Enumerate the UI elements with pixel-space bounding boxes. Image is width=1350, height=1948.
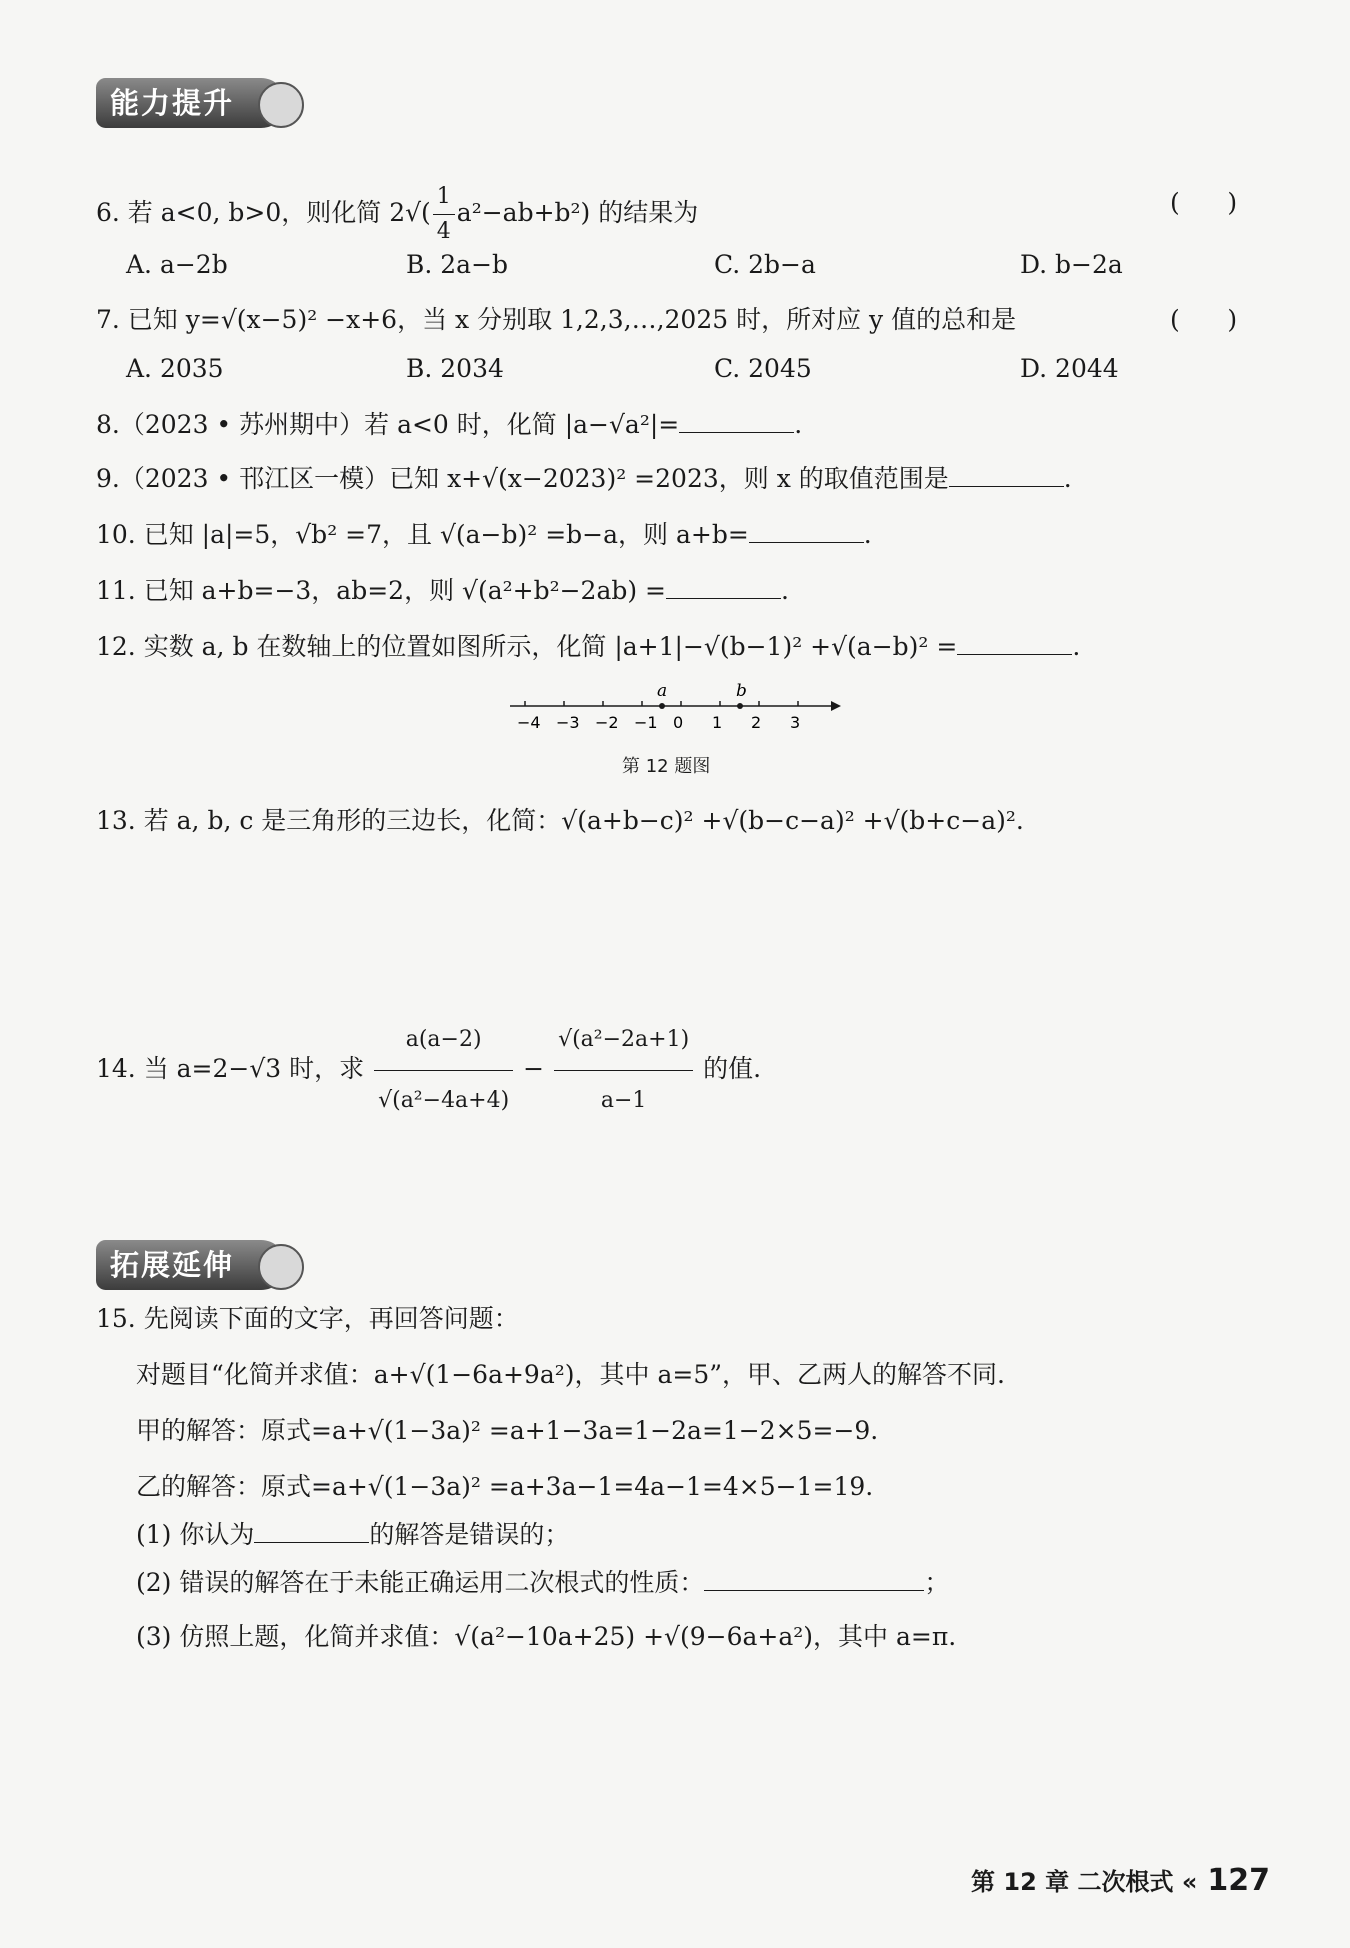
q15-p1-b: 的解答是错误的；	[369, 1520, 570, 1549]
point-b-label: b	[736, 681, 747, 701]
page-number: 127	[1207, 1863, 1270, 1898]
q12-end: .	[1072, 632, 1081, 661]
q7-option-d: D. 2044	[1020, 354, 1119, 383]
q10-answer-blank[interactable]	[749, 518, 864, 543]
question-11	[96, 574, 789, 608]
banner-lightbulb-icon	[258, 1244, 304, 1290]
tick-label: 3	[790, 713, 801, 732]
question-15-title: 15. 先阅读下面的文字，再回答问题：	[96, 1304, 519, 1333]
question-13: 13. 若 a, b, c 是三角形的三边长，化简：√(a+b−c)² +√(b−c−a)² +√(b+c−a)².	[96, 806, 1024, 835]
q14-fraction-1	[374, 1010, 513, 1131]
q6-option-b: B. 2a−b	[406, 250, 509, 279]
question-14	[96, 1010, 761, 1131]
q14-suffix: 的值.	[703, 1054, 762, 1083]
q15-p2-end: ；	[924, 1568, 950, 1597]
q6-option-c: C. 2b−a	[714, 250, 816, 279]
q7-option-c: C. 2045	[714, 354, 812, 383]
q6-option-a: A. a−2b	[126, 250, 228, 279]
q9-text: 9.（2023 • 邗江区一模）已知 x+√(x−2023)² =2023，则 x 的取值范围是	[96, 464, 949, 493]
section-title: 能力提升	[110, 86, 235, 120]
q14-minus: −	[523, 1054, 545, 1083]
q14-fraction-2	[554, 1010, 693, 1131]
banner-decoration-icon	[258, 82, 304, 128]
q14-prefix: 14. 当 a=2−√3 时，求	[96, 1054, 365, 1083]
q6-option-d: D. b−2a	[1020, 250, 1123, 279]
q9-end: .	[1063, 464, 1072, 493]
q7-option-b: B. 2034	[406, 354, 504, 383]
q15-solution-yi: 乙的解答：原式=a+√(1−3a)² =a+3a−1=4a−1=4×5−1=19.	[136, 1472, 874, 1501]
question-10	[96, 518, 872, 552]
q8-end: .	[794, 410, 803, 439]
section-banner-extension	[96, 1240, 286, 1290]
q15-solution-jia: 甲的解答：原式=a+√(1−3a)² =a+1−3a=1−2a=1−2×5=−9.	[136, 1416, 879, 1445]
question-8	[96, 408, 802, 442]
q11-text: 11. 已知 a+b=−3，ab=2，则 √(a²+b²−2ab) =	[96, 576, 667, 605]
tick-label: −4	[517, 713, 541, 732]
q15-p2-blank[interactable]	[704, 1566, 924, 1591]
q8-text: 8.（2023 • 苏州期中）若 a<0 时，化简 |a−√a²|=	[96, 410, 680, 439]
q15-p1-blank[interactable]	[254, 1518, 369, 1543]
tick-label: 0	[673, 713, 684, 732]
q7-answer-paren: ( )	[1170, 305, 1238, 334]
q7-option-a: A. 2035	[126, 354, 224, 383]
point-b-marker	[737, 703, 743, 709]
page-footer	[971, 1862, 1270, 1898]
question-9	[96, 462, 1072, 496]
q6-answer-paren: ( )	[1170, 188, 1238, 217]
question-7: 7. 已知 y=√(x−5)² −x+6，当 x 分别取 1,2,3,…,2025 时，所对应 y 值的总和是	[96, 305, 1017, 334]
tick-label: 1	[712, 713, 723, 732]
section-banner-ability	[96, 78, 286, 128]
figure-caption: 第 12 题图	[622, 756, 711, 777]
tick-label: 2	[751, 713, 762, 732]
q15-part-3: (3) 仿照上题，化简并求值：√(a²−10a+25) +√(9−6a+a²)，其中 a=π.	[136, 1622, 957, 1651]
q15-part-2	[136, 1566, 949, 1600]
point-a-label: a	[657, 681, 668, 701]
question-12	[96, 630, 1080, 664]
q8-answer-blank[interactable]	[679, 408, 794, 433]
tick-label: −1	[634, 713, 658, 732]
q6-suffix: a²−ab+b²) 的结果为	[456, 198, 699, 227]
q12-answer-blank[interactable]	[957, 630, 1072, 655]
section-title: 拓展延伸	[110, 1248, 235, 1282]
q6-prefix: 6. 若 a<0, b>0，则化简 2√(	[96, 198, 431, 227]
q11-answer-blank[interactable]	[666, 574, 781, 599]
point-a-marker	[659, 703, 665, 709]
question-6	[96, 180, 698, 249]
tick-label: −2	[595, 713, 619, 732]
tick-label: −3	[556, 713, 580, 732]
chapter-label: 第 12 章 二次根式 «	[971, 1868, 1198, 1896]
q15-p1-a: (1) 你认为	[136, 1520, 255, 1549]
q14-f1-den: √(a²−4a+4)	[378, 1088, 510, 1113]
q6-fraction	[433, 180, 455, 249]
q10-end: .	[863, 520, 872, 549]
q11-end: .	[781, 576, 789, 605]
number-line-figure	[505, 680, 845, 740]
q15-p2: (2) 错误的解答在于未能正确运用二次根式的性质：	[136, 1568, 705, 1597]
q15-part-1	[136, 1518, 569, 1552]
q6-frac-den: 4	[436, 219, 451, 244]
q9-answer-blank[interactable]	[949, 462, 1064, 487]
q14-f2-den: a−1	[600, 1088, 647, 1113]
q6-frac-num: 1	[433, 180, 455, 215]
q14-f1-num: a(a−2)	[374, 1010, 513, 1071]
q12-text: 12. 实数 a, b 在数轴上的位置如图所示，化简 |a+1|−√(b−1)² +√(a−b)² =	[96, 632, 958, 661]
number-line-arrow-icon	[831, 701, 841, 711]
q14-f2-num: √(a²−2a+1)	[554, 1010, 693, 1071]
q10-text: 10. 已知 |a|=5，√b² =7，且 √(a−b)² =b−a，则 a+b=	[96, 520, 749, 549]
q15-problem-line: 对题目“化简并求值：a+√(1−6a+9a²)，其中 a=5”，甲、乙两人的解答不同.	[136, 1360, 1005, 1389]
